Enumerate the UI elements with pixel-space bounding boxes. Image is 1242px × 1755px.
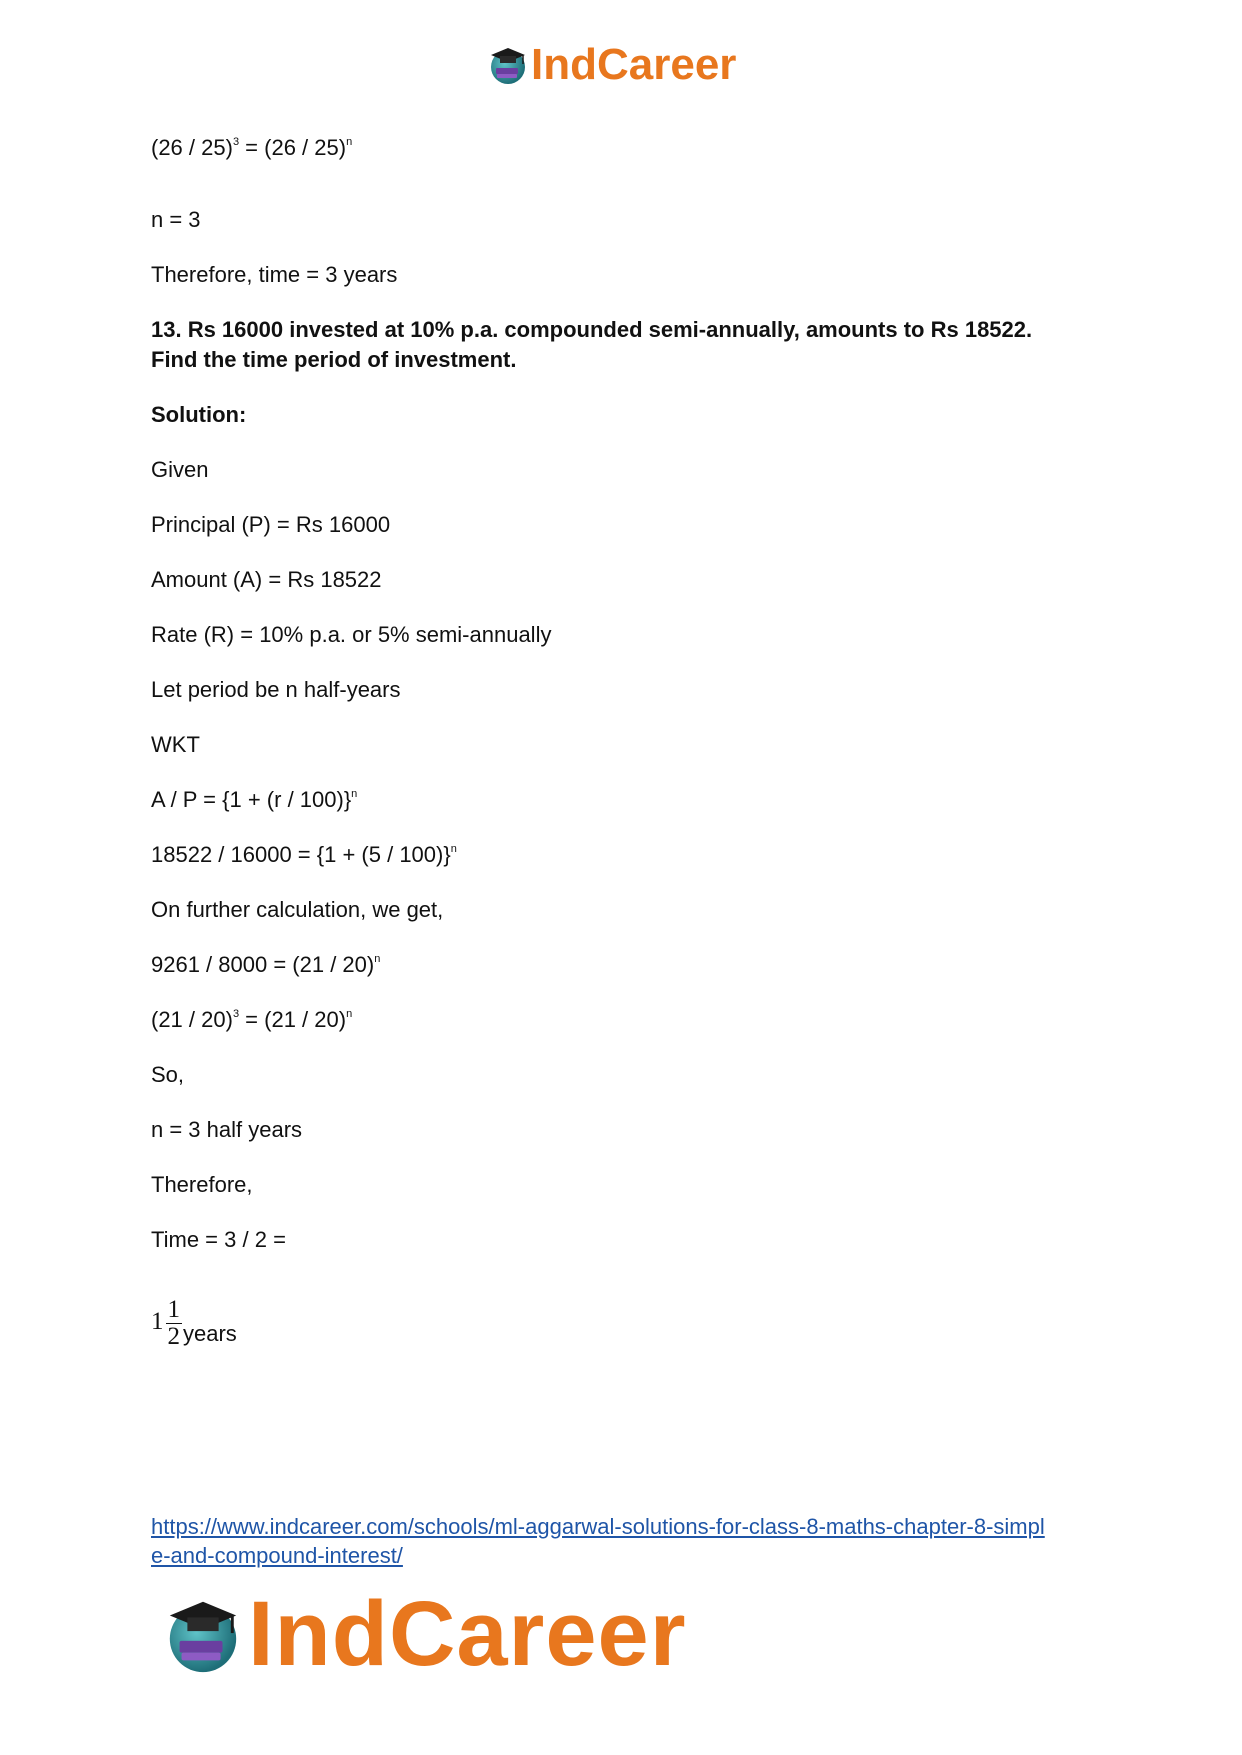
source-link[interactable] — [151, 1512, 1091, 1570]
exponent: 3 — [232, 136, 240, 148]
exponent: n — [346, 1008, 353, 1020]
exponent: 3 — [232, 1008, 240, 1020]
time-equation-line: Time = 3 / 2 = — [151, 1227, 286, 1252]
equation-text: = (26 / 25) — [239, 135, 347, 160]
source-link-line-2[interactable]: e-and-compound-interest/ — [151, 1543, 403, 1568]
substitution-line — [151, 841, 457, 869]
amount-line: Amount (A) = Rs 18522 — [151, 567, 382, 592]
given-label: Given — [151, 457, 209, 482]
mixed-fraction-answer — [151, 1290, 237, 1350]
principal-line: Principal (P) = Rs 16000 — [151, 512, 391, 537]
n-half-years-line: n = 3 half years — [151, 1117, 303, 1142]
solution-label: Solution: — [151, 402, 247, 427]
source-link-line-1[interactable]: https://www.indcareer.com/schools/ml-aggarwal-solutions-for-class-8-maths-chapter-8-simpl — [151, 1514, 1045, 1539]
ratio-line — [151, 951, 380, 979]
graduation-cap-globe-icon — [162, 1594, 244, 1676]
equation-26-25 — [151, 134, 352, 162]
question-13-line-1: 13. Rs 16000 invested at 10% p.a. compounded semi-annually, amounts to Rs 18522. — [151, 317, 1033, 342]
fraction-numerator: 1 — [167, 1296, 180, 1323]
equation-21-20 — [151, 1006, 352, 1034]
n-equals-3: n = 3 — [151, 207, 201, 232]
footer-logo — [162, 1582, 687, 1687]
formula-line — [151, 786, 357, 814]
mixed-whole: 1 — [151, 1308, 164, 1335]
years-unit: years — [183, 1321, 237, 1346]
graduation-cap-globe-icon — [487, 44, 529, 86]
further-calculation-line: On further calculation, we get, — [151, 897, 444, 922]
so-label: So, — [151, 1062, 185, 1087]
exponent: n — [346, 136, 353, 148]
wkt-label: WKT — [151, 732, 200, 757]
rate-line: Rate (R) = 10% p.a. or 5% semi-annually — [151, 622, 552, 647]
exponent: n — [374, 953, 381, 965]
fraction-denominator: 2 — [167, 1323, 180, 1350]
equation-text: = (21 / 20) — [239, 1007, 347, 1032]
therefore-label: Therefore, — [151, 1172, 253, 1197]
ratio-text: 9261 / 8000 = (21 / 20) — [151, 952, 375, 977]
therefore-time-3-years: Therefore, time = 3 years — [151, 262, 398, 287]
question-13-line-2: Find the time period of investment. — [151, 347, 517, 372]
exponent: n — [351, 788, 358, 800]
period-line: Let period be n half-years — [151, 677, 401, 702]
formula-text: A / P = {1 + (r / 100)} — [151, 787, 352, 812]
header-logo — [487, 40, 736, 90]
logo-wordmark: IndCareer — [248, 1583, 687, 1685]
logo-wordmark: IndCareer — [531, 40, 737, 89]
exponent: n — [450, 843, 457, 855]
equation-text: (26 / 25) — [151, 135, 233, 160]
substitution-text: 18522 / 16000 = {1 + (5 / 100)} — [151, 842, 451, 867]
fraction — [166, 1297, 183, 1350]
equation-text: (21 / 20) — [151, 1007, 233, 1032]
